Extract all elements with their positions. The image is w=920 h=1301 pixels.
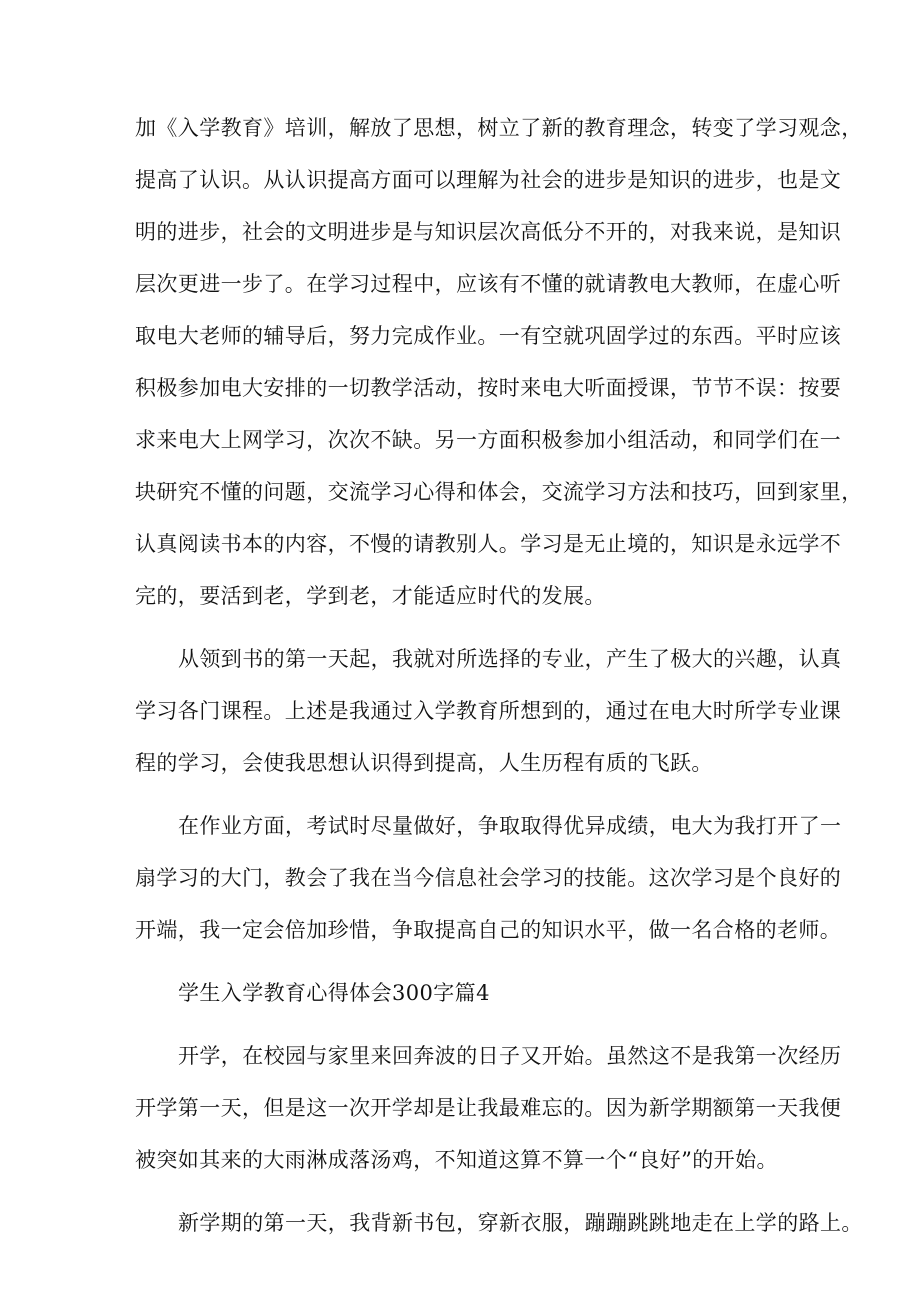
paragraph-1-line-2: 提高了认识。从认识提高方面可以理解为社会的进步是知识的进步，也是文 <box>135 168 842 192</box>
paragraph-1-line-7: 求来电大上网学习，次次不缺。另一方面积极参加小组活动，和同学们在一 <box>135 428 842 452</box>
paragraph-1-line-6: 积极参加电大安排的一切教学活动，按时来电大听面授课，节节不误：按要 <box>135 376 842 400</box>
paragraph-4-line-3: 被突如其来的大雨淋成落汤鸡，不知道这算不算一个“良好”的开始。 <box>135 1148 778 1172</box>
paragraph-1-line-9: 认真阅读书本的内容，不慢的请教别人。学习是无止境的，知识是永远学不 <box>135 532 842 556</box>
paragraph-3-line-2: 扇学习的大门，教会了我在当今信息社会学习的技能。这次学习是个良好的 <box>135 866 842 890</box>
paragraph-1-line-10: 完的，要活到老，学到老，才能适应时代的发展。 <box>135 584 606 608</box>
paragraph-2-line-2: 学习各门课程。上述是我通过入学教育所想到的，通过在电大时所学专业课 <box>135 699 842 723</box>
paragraph-3-line-1: 在作业方面，考试时尽量做好，争取取得优异成绩，电大为我打开了一 <box>178 814 842 838</box>
paragraph-1-line-1: 加《入学教育》培训，解放了思想，树立了新的教育理念，转变了学习观念， <box>135 116 863 140</box>
section-heading: 学生入学教育心得体会300字篇4 <box>178 981 490 1005</box>
paragraph-2-line-3: 程的学习，会使我思想认识得到提高，人生历程有质的飞跃。 <box>135 751 713 775</box>
paragraph-1-line-5: 取电大老师的辅导后，努力完成作业。一有空就巩固学过的东西。平时应该 <box>135 324 842 348</box>
paragraph-4-line-2: 开学第一天，但是这一次开学却是让我最难忘的。因为新学期额第一天我便 <box>135 1096 842 1120</box>
paragraph-1-line-4: 层次更进一步了。在学习过程中，应该有不懂的就请教电大教师，在虚心听 <box>135 272 842 296</box>
paragraph-5-line-1: 新学期的第一天，我背新书包，穿新衣服，蹦蹦跳跳地走在上学的路上。 <box>178 1211 863 1235</box>
paragraph-1-line-8: 块研究不懂的问题，交流学习心得和体会，交流学习方法和技巧，回到家里， <box>135 480 863 504</box>
paragraph-4-line-1: 开学，在校园与家里来回奔波的日子又开始。虽然这不是我第一次经历 <box>178 1044 842 1068</box>
paragraph-1-line-3: 明的进步，社会的文明进步是与知识层次高低分不开的，对我来说，是知识 <box>135 220 842 244</box>
paragraph-2-line-1: 从领到书的第一天起，我就对所选择的专业，产生了极大的兴趣，认真 <box>178 647 842 671</box>
paragraph-3-line-3: 开端，我一定会倍加珍惜，争取提高自己的知识水平，做一名合格的老师。 <box>135 918 842 942</box>
